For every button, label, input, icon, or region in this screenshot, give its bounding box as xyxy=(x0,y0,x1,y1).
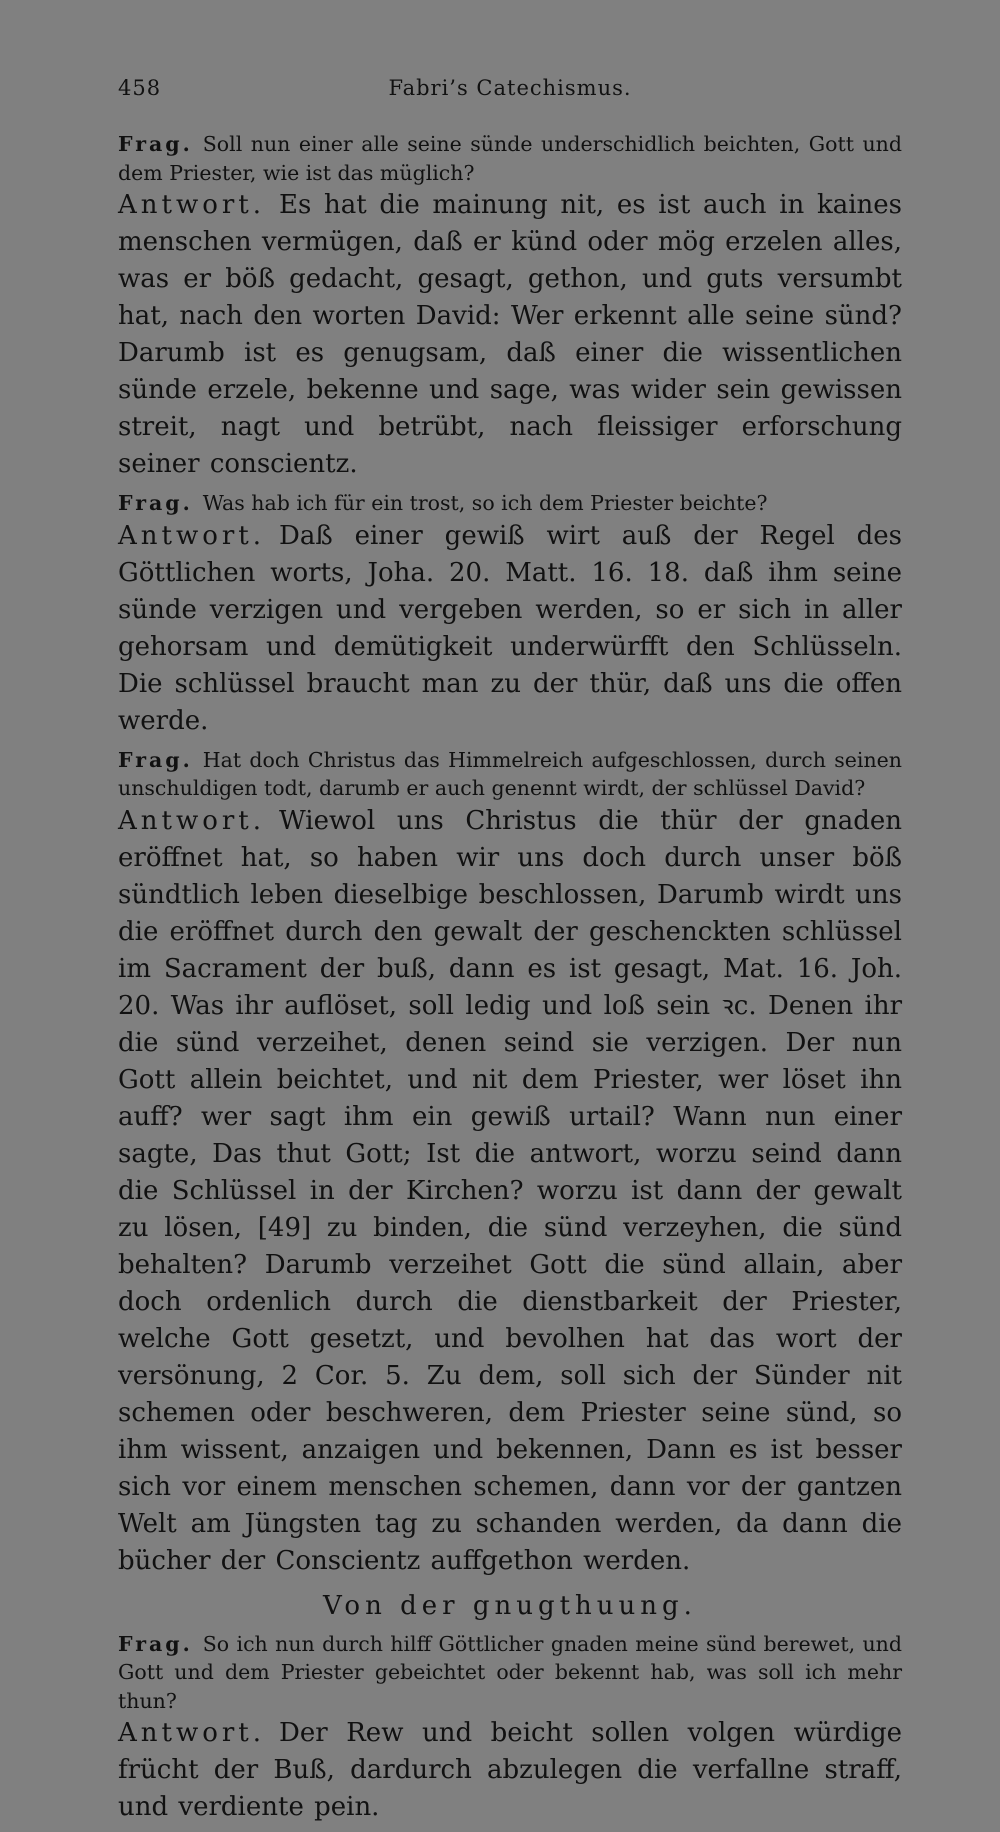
running-head xyxy=(118,76,902,116)
answer-label: Antwort. xyxy=(118,805,266,836)
question-paragraph xyxy=(118,130,902,187)
answer-label: Antwort. xyxy=(118,190,266,220)
question-label: Frag. xyxy=(118,491,193,515)
question-label: Frag. xyxy=(118,1631,193,1656)
question-text: So ich nun durch hilff Göttlicher gnaden meine sünd berewet, und Gott und dem Priester gebeichtet oder bekennt hab, was soll ich mehr thun? xyxy=(118,1631,902,1713)
question-paragraph xyxy=(118,489,902,518)
answer-text: Daß einer gewiß wirt auß der Regel des Göttlichen worts, Joha. 20. Matt. 16. 18. daß ihm seine sünde verzigen und vergeben werden, so er sich in aller gehorsam und demütigkeit underwürfft den Schlüsseln. Die schlüssel braucht man zu der thür, daß uns die offen werde. xyxy=(118,520,902,736)
answer-paragraph xyxy=(118,187,902,483)
page-number: 458 xyxy=(118,76,162,100)
answer-label: Antwort. xyxy=(118,1718,266,1748)
answer-text: Wiewol uns Christus die thür der gnaden eröffnet hat, so haben wir uns doch durch unser böß sündtlich leben dieselbige beschlossen, Darumb wirdt uns die eröffnet durch den gewalt der geschenckten schlüssel im Sacrament der buß, dann es ist gesagt, Mat. 16. Joh. 20. Was ihr auflöset, soll ledig und loß sein ꝛc. Denen ihr die sünd verzeihet, denen seind sie verzigen. Der nun Gott allein beichtet, und nit dem Priester, wer löset ihn auff? wer sagt ihm ein gewiß urtail? Wann nun einer sagte, Das thut Gott; Ist die antwort, worzu seind dann die Schlüssel in der Kirchen? worzu ist dann der gewalt zu lösen, [49] zu binden, die sünd verzeyhen, die sünd behalten? Darumb verzeihet Gott die sünd allain, aber doch ordenlich durch die dienstbarkeit der Priester, welche Gott gesetzt, und bevolhen hat das wort der versönung, 2 Cor. 5. Zu dem, soll sich der Sünder nit schemen oder beschweren, dem Priester seine sünd, so ihm wissent, anzaigen und bekennen, Dann es ist besser sich vor einem menschen schemen, dann vor der gantzen Welt am Jüngsten tag zu schanden werden, da dann die bücher der Conscientz auffgethon werden. xyxy=(118,805,902,1576)
answer-paragraph xyxy=(118,803,902,1580)
question-text: Was hab ich für ein trost, so ich dem Priester beichte? xyxy=(202,491,768,515)
question-paragraph xyxy=(118,746,902,803)
question-text: Hat doch Christus das Himmelreich aufgeschlossen, durch seinen unschuldigen todt, darumb er auch genennt wirdt, der schlüssel David? xyxy=(118,747,902,800)
question-paragraph xyxy=(118,1630,902,1716)
answer-label: Antwort. xyxy=(118,520,266,551)
answer-paragraph xyxy=(118,1715,902,1826)
question-text: Soll nun einer alle seine sünde underschidlich beichten, Gott und dem Priester, wie ist das müglich? xyxy=(118,132,902,185)
running-title: Fabri’s Catechismus. xyxy=(388,76,632,100)
question-label: Frag. xyxy=(118,132,193,156)
book-page xyxy=(118,76,902,1832)
answer-text: Der Rew und beicht sollen volgen würdige frücht der Buß, dardurch abzulegen die verfallne straff, und verdiente pein. xyxy=(118,1718,902,1822)
answer-text: Es hat die mainung nit, es ist auch in kaines menschen vermügen, daß er künd oder mög erzelen alles, was er böß gedacht, gesagt, gethon, und guts versumbt hat, nach den worten David: Wer erkennt alle seine sünd? Darumb ist es genugsam, daß einer die wissentlichen sünde erzele, bekenne und sage, was wider sein gewissen streit, nagt und betrübt, nach fleissiger erforschung seiner conscientz. xyxy=(118,190,902,479)
question-label: Frag. xyxy=(118,747,193,772)
answer-paragraph xyxy=(118,518,902,740)
section-heading: Von der gnugthuung. xyxy=(323,1590,697,1621)
